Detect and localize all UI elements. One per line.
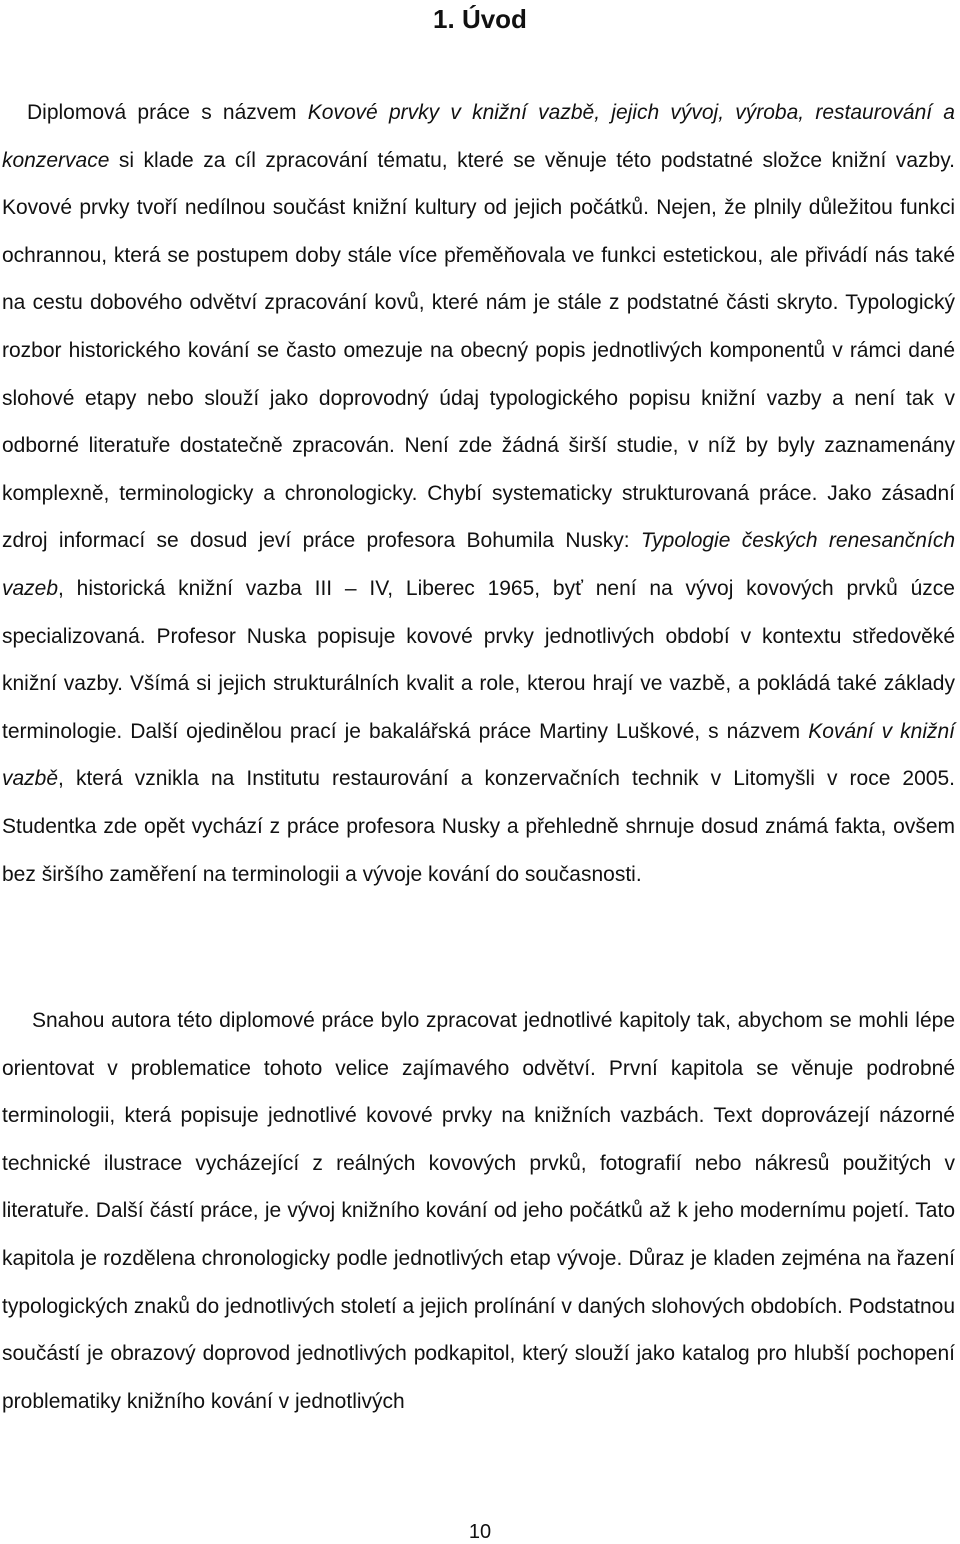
paragraph-intro-text-2: si klade za cíl zpracování tématu, které se věnuje této podstatné složce knižní vazby. Kovové prvky tvoří nedílnou součást knižní kultury od jejich počátků. Nejen, že plnily důležitou funkci ochrannou, která se postupem doby stále více přeměňovala ve funkci estetickou, ale přivádí nás také na cestu dobového odvětví zpracování kovů, které nám je stále z podstatné části skryto. Typologický rozbor historického kování se často omezuje na obecný popis jednotlivých komponentů v rámci dané slohové etapy nebo slouží jako doprovodný údaj typologického popisu knižní vazby a není tak v odborné literatuře dostatečně zpracován. Není zde žádná širší studie, v níž by byly zaznamenány komplexně, terminologicky a chronologicky. Chybí systematicky strukturovaná práce. Jako zásadní zdroj informací se dosud jeví práce profesora Bohumila Nusky: bbox=[2, 148, 955, 553]
cited-work-title-luskova: Kování v knižní vazbě bbox=[2, 719, 956, 791]
chapter-heading: 1. Úvod bbox=[433, 4, 527, 34]
paragraph-intro bbox=[2, 89, 955, 898]
paragraph-structure: Snahou autora této diplomové práce bylo zpracovat jednotlivé kapitoly tak, abychom se mohli lépe orientovat v problematice tohoto velice zajímavého odvětví. První kapitola se věnuje podrobné terminologii, která popisuje jednotlivé kovové prvky na knižních vazbách. Text doprovázejí názorné technické ilustrace vycházející z reálných kovových prvků, fotografií nebo nákresů použitých v literatuře. Další částí práce, je vývoj knižního kování od jeho počátků až k jeho modernímu pojetí. Tato kapitola je rozdělena chronologicky podle jednotlivých etap vývoje. Důraz je kladen zejména na řazení typologických znaků do jednotlivých století a jejich prolínání v daných slohových obdobích. Podstatnou součástí je obrazový doprovod jednotlivých podkapitol, který slouží jako katalog pro hlubší pochopení problematiky knižního kování v jednotlivých bbox=[2, 1009, 955, 1413]
paragraph-intro-text-1: Diplomová práce s názvem bbox=[27, 101, 308, 124]
thesis-title: Kovové prvky v knižní vazbě, jejich vývoj, výroba, restaurování a konzervace bbox=[2, 101, 955, 172]
paragraph-intro-text-3: , historická knižní vazba III – IV, Liberec 1965, byť není na vývoj kovových prvků úzce specializovaná. Profesor Nuska popisuje kovové prvky jednotlivých období v kontextu středověké knižní vazby. Všímá si jejich strukturálních kvalit a role, kterou hrají ve vazbě, a pokládá také základy terminologie. Další ojedinělou prací je bakalářská práce Martiny Luškové, s názvem bbox=[2, 576, 955, 743]
cited-work-title-nuska: Typologie českých renesančních vazeb bbox=[2, 529, 956, 600]
paragraph-intro-text-4: , která vznikla na Institutu restaurování a konzervačních technik v Litomyšli v roce 2005. Studentka zde opět vychází z práce profesora Nusky a přehledně shrnuje dosud známá fakta, ovšem bez širšího zaměření na terminologii a vývoje kování do současnosti. bbox=[2, 767, 955, 886]
page-number: 10 bbox=[468, 1521, 492, 1543]
